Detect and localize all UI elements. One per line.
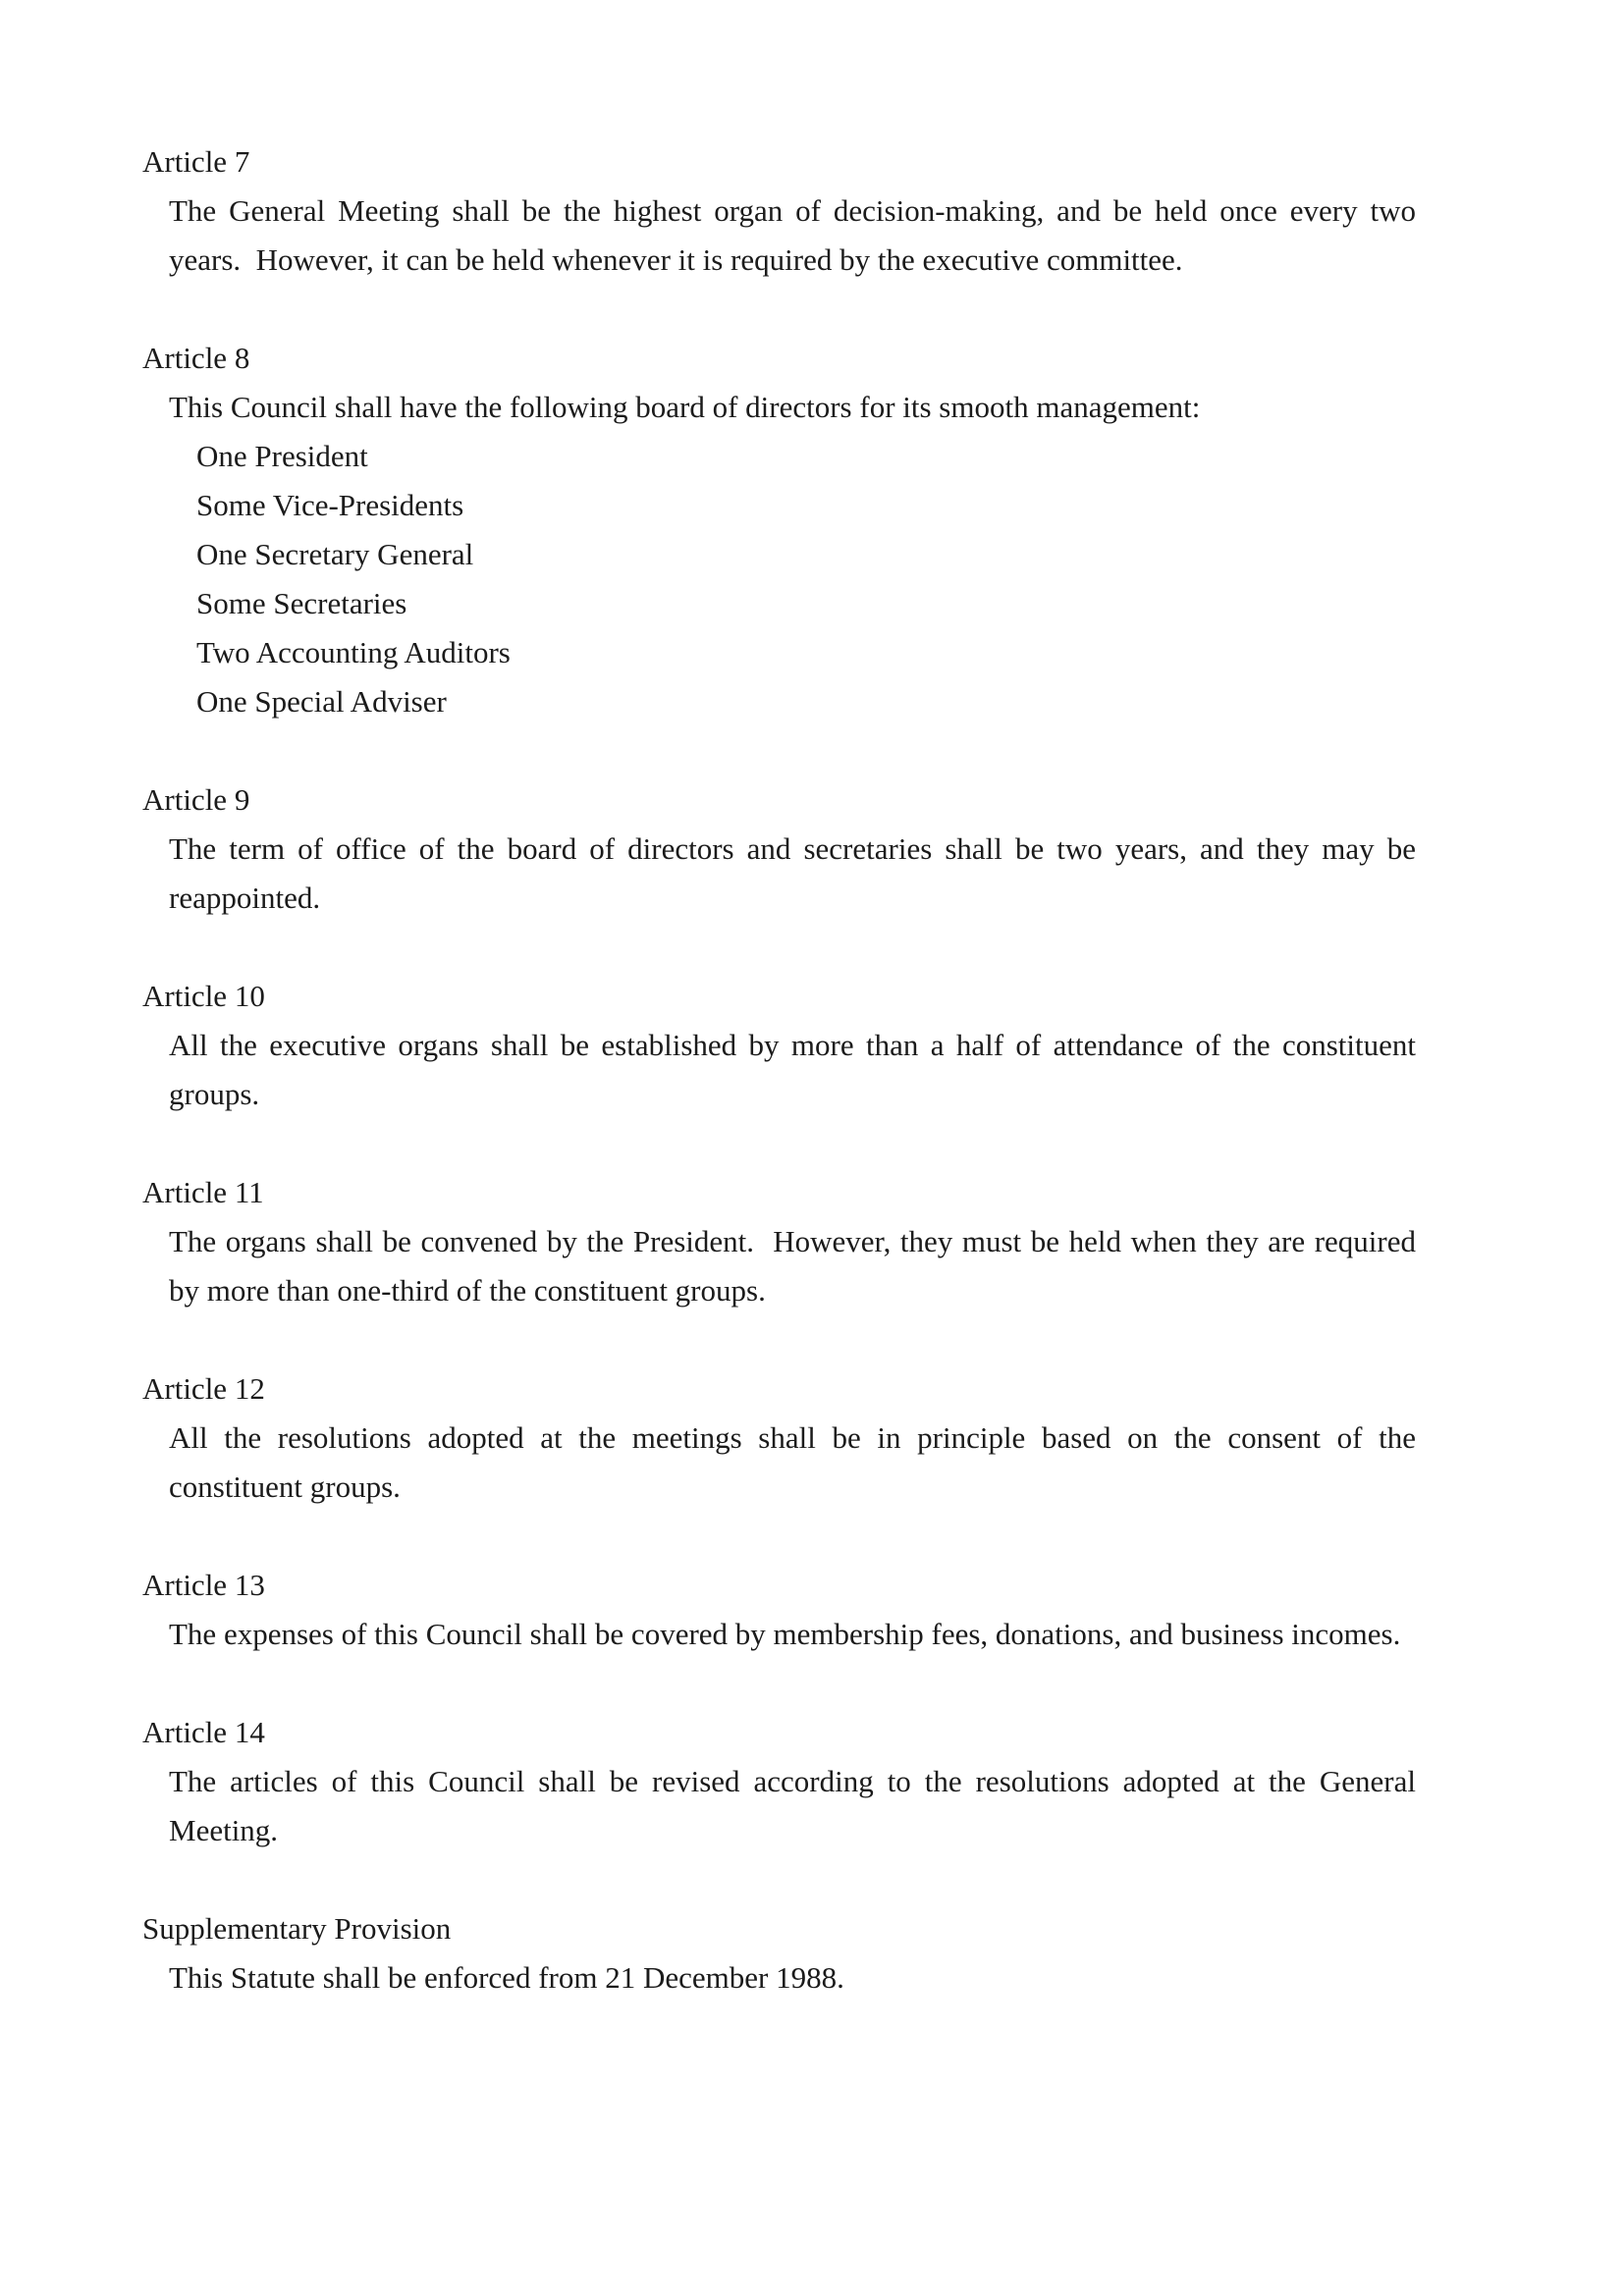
article-paragraph: This Statute shall be enforced from 21 December 1988. (169, 1960, 844, 1995)
board-list-item: Two Accounting Auditors (196, 635, 511, 669)
article-paragraph: All the executive organs shall be established by more than a half of attendance of the constituent groups. (169, 1028, 1416, 1111)
section-article-14 (142, 1708, 1624, 1855)
board-list-item: One Secretary General (196, 537, 474, 571)
article-heading: Article 7 (142, 144, 250, 179)
section-supplementary-provision (142, 1904, 1624, 2002)
article-heading: Article 8 (142, 341, 250, 375)
board-list-item: Some Secretaries (196, 586, 407, 620)
article-heading: Article 9 (142, 782, 250, 817)
article-heading: Article 11 (142, 1175, 264, 1209)
article-heading: Article 14 (142, 1715, 265, 1749)
section-article-9 (142, 775, 1624, 923)
article-paragraph: The articles of this Council shall be revised according to the resolutions adopted at the General Meeting. (169, 1764, 1416, 1847)
article-paragraph: The term of office of the board of directors and secretaries shall be two years, and they may be reappointed. (169, 831, 1416, 915)
board-list-item: One President (196, 439, 368, 473)
article-paragraph: This Council shall have the following board of directors for its smooth management: (169, 390, 1201, 424)
section-article-13 (142, 1561, 1624, 1659)
board-list-item: One Special Adviser (196, 684, 447, 719)
board-of-directors-list (196, 432, 1624, 726)
section-article-12 (142, 1364, 1624, 1512)
article-paragraph: The General Meeting shall be the highest organ of decision-making, and be held once every two years. However, it can be held whenever it is required by the executive committee. (169, 193, 1416, 277)
article-heading: Article 10 (142, 979, 265, 1013)
section-article-8 (142, 334, 1624, 726)
section-article-7 (142, 137, 1624, 285)
article-paragraph: The organs shall be convened by the President. However, they must be held when they are required by more than one-third of the constituent groups. (169, 1224, 1416, 1308)
article-heading: Supplementary Provision (142, 1911, 452, 1946)
article-paragraph: All the resolutions adopted at the meetings shall be in principle based on the consent of the constituent groups. (169, 1420, 1416, 1504)
article-heading: Article 12 (142, 1371, 265, 1406)
section-article-10 (142, 972, 1624, 1119)
section-article-11 (142, 1168, 1624, 1315)
article-paragraph: The expenses of this Council shall be covered by membership fees, donations, and business incomes. (169, 1617, 1401, 1651)
board-list-item: Some Vice-Presidents (196, 488, 464, 522)
article-heading: Article 13 (142, 1568, 265, 1602)
